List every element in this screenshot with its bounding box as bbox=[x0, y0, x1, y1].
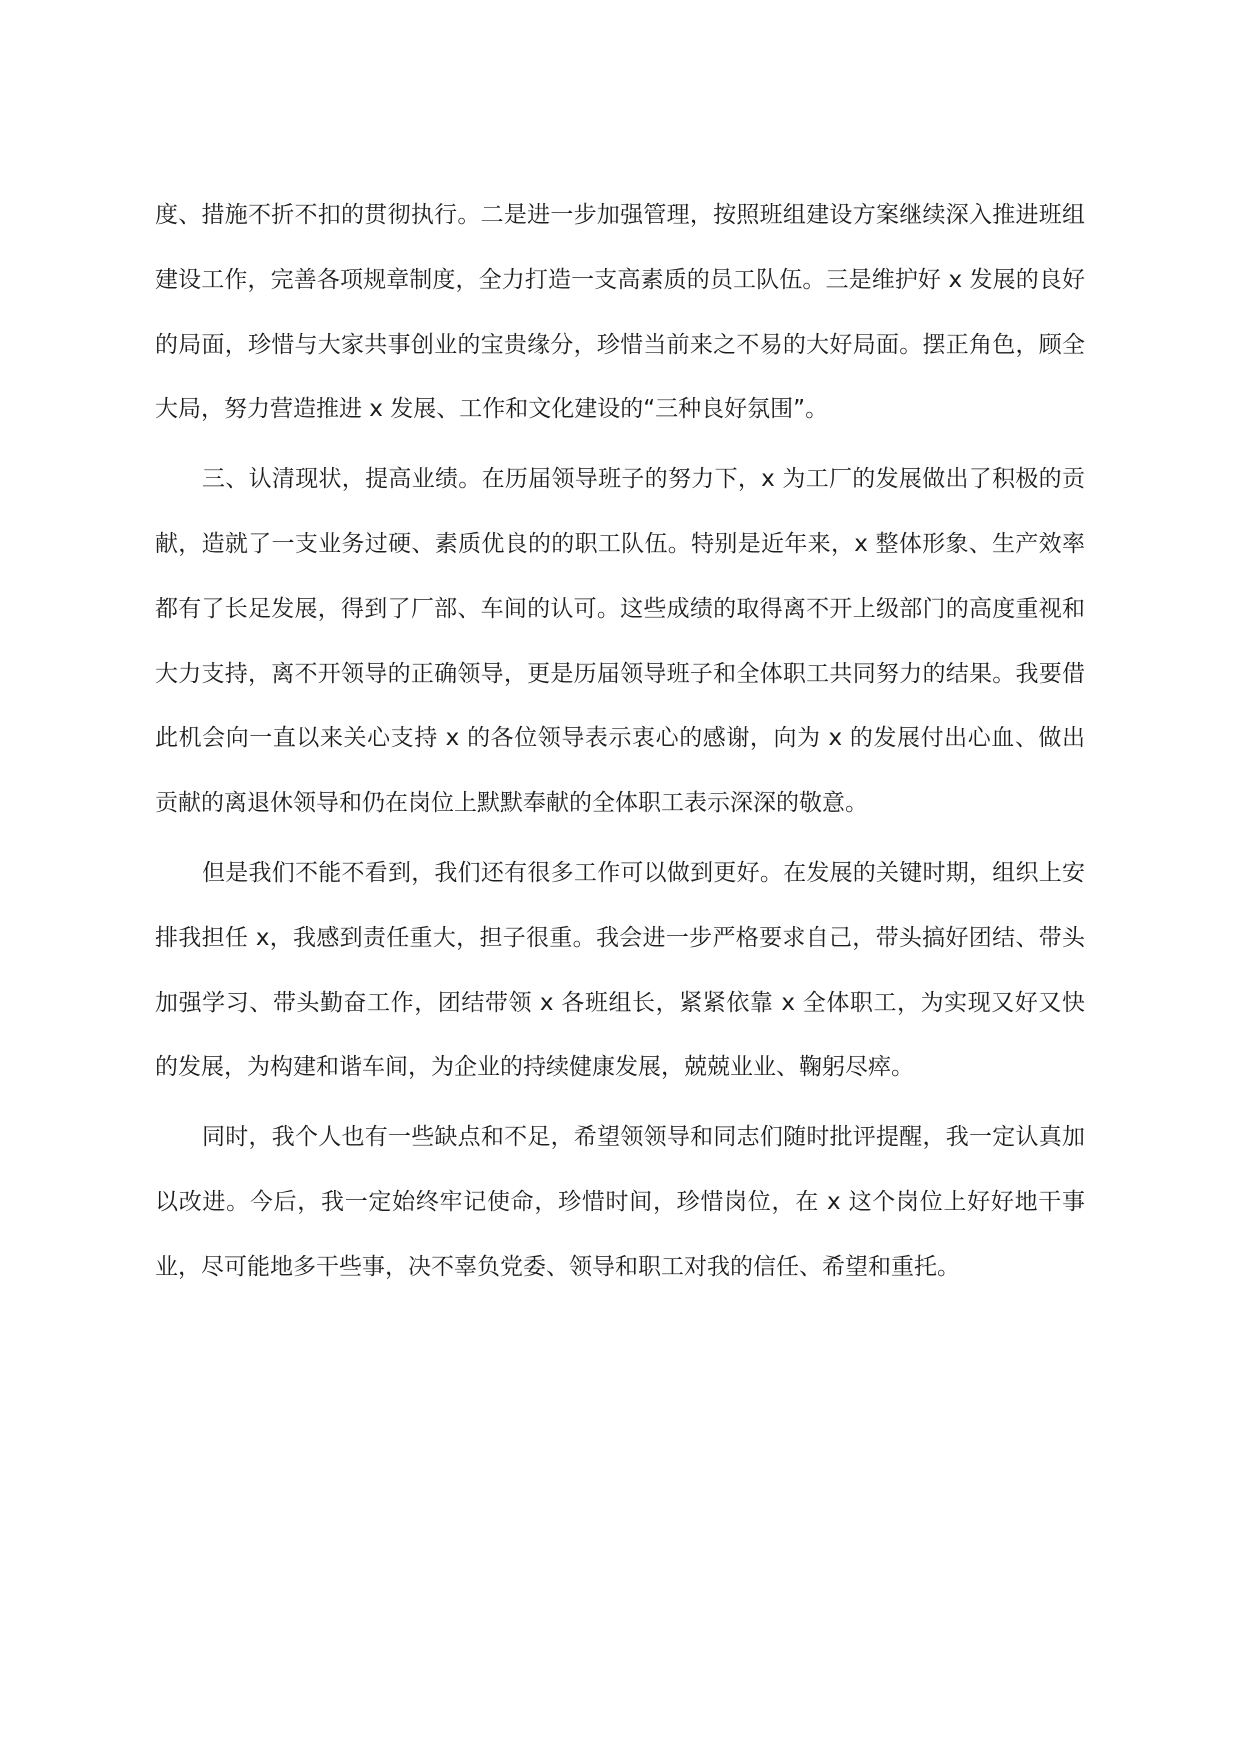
paragraph-self-criticism: 同时，我个人也有一些缺点和不足，希望领领导和同志们随时批评提醒，我一定认真加以改进。今后，我一定始终牢记使命，珍惜时间，珍惜岗位，在 x 这个岗位上好好地干事业，尽可能地多干些事，决不辜负党委、领导和职工对我的信任、希望和重托。 bbox=[155, 1124, 1085, 1280]
paragraph-responsibility: 但是我们不能不看到，我们还有很多工作可以做到更好。在发展的关键时期，组织上安排我担任 x，我感到责任重大，担子很重。我会进一步严格要求自己，带头搞好团结、带头加强学习、带头勤奋工作，团结带领 x 各班组长，紧紧依靠 x 全体职工，为实现又好又快的发展，为构建和谐车间，为企业的持续健康发展，兢兢业业、鞠躬尽瘁。 bbox=[155, 859, 1085, 1081]
paragraph-continuation: 度、措施不折不扣的贯彻执行。二是进一步加强管理，按照班组建设方案继续深入推进班组建设工作，完善各项规章制度，全力打造一支高素质的员工队伍。三是维护好 x 发展的良好的局面，珍惜与大家共事创业的宝贵缘分，珍惜当前来之不易的大好局面。摆正角色，顾全大局，努力营造推进 x 发展、工作和文化建设的“三种良好氛围”。 bbox=[155, 202, 1085, 423]
paragraph-section-three: 三、认清现状，提高业绩。在历届领导班子的努力下，x 为工厂的发展做出了积极的贡献，造就了一支业务过硬、素质优良的的职工队伍。特别是近年来，x 整体形象、生产效率都有了长足发展，得到了厂部、车间的认可。这些成绩的取得离不开上级部门的高度重视和大力支持，离不开领导的正确领导，更是历届领导班子和全体职工共同努力的结果。我要借此机会向一直以来关心支持 x 的各位领导表示衷心的感谢，向为 x 的发展付出心血、做出贡献的离退休领导和仍在岗位上默默奉献的全体职工表示深深的敬意。 bbox=[155, 466, 1085, 817]
document-body bbox=[155, 183, 1085, 1305]
